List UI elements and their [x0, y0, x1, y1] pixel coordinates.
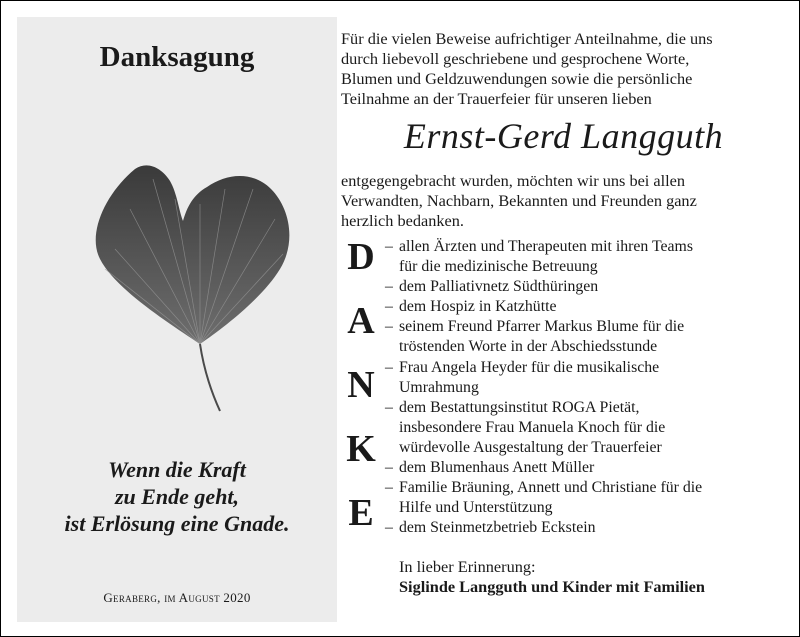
dash: –: [385, 318, 393, 336]
heading: Danksagung: [99, 41, 255, 73]
signature: Siglinde Langguth und Kinder mit Familien: [399, 577, 705, 596]
quote: [17, 456, 337, 537]
intro-line: Für die vielen Beweise aufrichtiger Anteilnahme, die uns: [341, 29, 713, 48]
thanks-line: insbesondere Frau Manuela Knoch für die: [399, 418, 666, 436]
thanks-line: Frau Angela Heyder für die musikalische: [399, 358, 660, 376]
thanks-line: Familie Bräuning, Annett und Christiane für die: [399, 479, 703, 497]
closing: [399, 557, 705, 597]
thanks-item: [385, 458, 702, 478]
intro-line: durch liebevoll geschriebene und gesprochene Worte,: [341, 49, 690, 68]
dash: –: [385, 238, 393, 255]
danke-letter: A: [347, 300, 375, 342]
danke-letter: D: [347, 236, 375, 278]
dash: –: [385, 459, 393, 477]
thanks-item: [385, 237, 702, 277]
dash: –: [385, 398, 393, 416]
danke-letter: N: [347, 364, 375, 406]
deceased-name: Ernst-Gerd Langguth: [403, 116, 724, 156]
danke-letter: E: [348, 492, 374, 534]
quote-line: ist Erlösung eine Gnade.: [64, 511, 290, 536]
thanks-item: [385, 277, 702, 297]
thanks-line: Umrahmung: [399, 378, 479, 396]
after-line: Verwandten, Nachbarn, Bekannten und Freunden ganz: [341, 191, 697, 210]
thanks-item: [385, 358, 702, 398]
quote-line: Wenn die Kraft: [108, 457, 246, 482]
dash: –: [385, 519, 393, 537]
thanks-line: dem Bestattungsinstitut ROGA Pietät,: [399, 398, 640, 416]
after-text: [341, 171, 697, 231]
thanks-item: [385, 518, 702, 538]
thanks-line: dem Palliativnetz Südthüringen: [399, 278, 599, 296]
thanks-line: tröstenden Worte in der Abschiedsstunde: [399, 338, 658, 356]
thanks-line: würdevolle Ausgestaltung der Trauerfeier: [399, 438, 662, 456]
intro-line: Blumen und Geldzuwendungen sowie die persönliche: [341, 69, 693, 88]
intro-line: Teilnahme an der Trauerfeier für unseren lieben: [341, 89, 652, 108]
dash: –: [385, 358, 393, 376]
closing-line: In lieber Erinnerung:: [399, 557, 536, 576]
dash: –: [385, 298, 393, 316]
dash: –: [385, 278, 393, 296]
thanks-item: [385, 398, 702, 458]
after-line: herzlich bedanken.: [341, 211, 464, 230]
ginkgo-leaf-icon: [75, 149, 305, 419]
thanks-line: Hilfe und Unterstützung: [399, 499, 553, 517]
thanks-line: dem Steinmetzbetrieb Eckstein: [399, 519, 596, 537]
left-panel: [17, 17, 337, 622]
quote-line: zu Ende geht,: [114, 484, 240, 509]
thanks-list: [385, 237, 702, 538]
after-line: entgegengebracht wurden, möchten wir uns bei allen: [341, 171, 686, 190]
thanks-line: seinem Freund Pfarrer Markus Blume für die: [399, 318, 685, 336]
thanks-line: allen Ärzten und Therapeuten mit ihren Teams: [399, 238, 693, 255]
dash: –: [385, 479, 393, 497]
thanks-item: [385, 478, 702, 518]
danke-letter: K: [346, 428, 376, 470]
thanks-line: für die medizinische Betreuung: [399, 258, 598, 276]
place-date: Geraberg, im August 2020: [103, 590, 251, 605]
thanks-line: dem Blumenhaus Anett Müller: [399, 459, 595, 477]
thanks-item: [385, 297, 702, 317]
intro-text: [341, 29, 713, 109]
thanks-line: dem Hospiz in Katzhütte: [399, 298, 557, 316]
thanks-item: [385, 317, 702, 357]
